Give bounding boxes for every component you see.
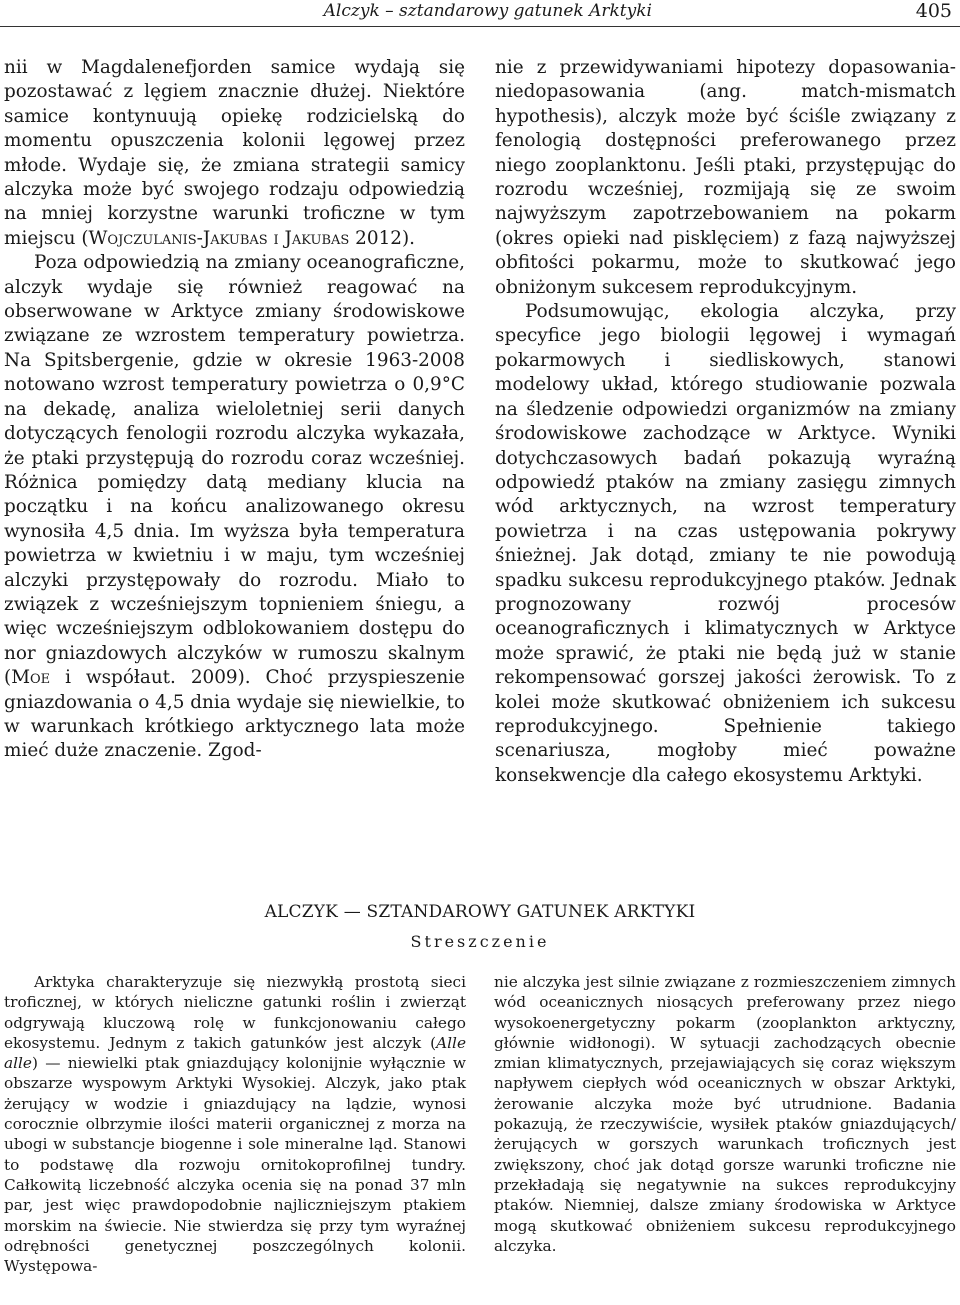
paragraph: Poza odpowiedzią na zmiany oceanograficzne, alczyk wydaje się również reagować na obserwowane w Arktyce zmiany środowiskowe związane ze wzrostem temperatury powietrza. Na Spitsbergenie, gdzie w okresie 1963-2008 notowano wzrost temperatury powietrza o 0,9°C na dekadę, analiza wieloletniej serii danych dotyczących fenologii rozrodu alczyka wykazała, że ptaki przystępują do rozrodu coraz wcześniej. Różnica pomiędzy datą mediany klucia na początku i na końcu analizowanego okresu wynosiła 4,5 dnia. Im wyższa była temperatura powietrza w kwietniu i w maju, tym wcześniej alczyki przystępowały do rozrodu. Miało to związek z wcześniejszym topnieniem śniegu, a więc wcześniejszym odblokowaniem dostępu do nor gniazdowych alczyków w rumoszu skalnym (Moe i współaut. 2009). Choć przyspieszenie gniazdowania o 4,5 dnia wydaje się niewielkie, to w warunkach krótkiego arktycznego lata może mieć duże znaczenie. Zgod- xyxy=(4,252,465,762)
summary-subtitle: Streszczenie xyxy=(410,932,550,951)
summary-paragraph: nie alczyka jest silnie związane z rozmieszczeniem zimnych wód oceanicznych niosących preferowany przez niego wysokoenergetyczny pokarm (zooplankton arktyczny, głównie widłonogi). W sytuacji zachodzących obecnie zmian klimatycznych, przejawiających się coraz większym napływem ciepłych wód oceanicznych w obszar Arktyki, żerowanie alczyka może być utrudnione. Badania pokazują, że rzeczywiście, wysiłek ptaków gniazdujących/żerujących w gorszych warunkach troficznych jest zwiększony, choć jak dotąd gorsze warunki troficzne nie przekładają się negatywnie na sukces reprodukcyjny ptaków. Niemniej, dalsze zmiany środowiska w Arktyce mogą skutkować obniżeniem sukcesu reprodukcyjnego alczyka. xyxy=(494,973,956,1255)
running-header xyxy=(0,0,960,22)
main-column-right xyxy=(495,56,956,788)
citation-authors: Moe xyxy=(11,667,51,689)
header-rule xyxy=(0,26,960,27)
summary-column-right xyxy=(494,972,956,1276)
paragraph: Podsumowując, ekologia alczyka, przy specyfice jego biologii lęgowej i wymagań pokarmowych i siedliskowych, stanowi modelowy układ, którego studiowanie pozwala na śledzenie odpowiedzi organizmów na zmiany środowiskowe zachodzące w Arktyce. Wyniki dotychczasowych badań pokazują wyraźną odpowiedź ptaków na zmiany zasięgu zimnych wód arktycznych, na wzrost temperatury powietrza i na czas ustępowania pokrywy śnieżnej. Jak dotąd, zmiany te nie powodują spadku sukcesu reprodukcyjnego ptaków. Jednak prognozowany rozwój procesów oceanograficznych i klimatycznych w Arktyce może sprawić, że ptaki nie będą już w stanie rekompensować gorszej jakości żerowisk. To z kolei może skutkować obniżeniem ich sukcesu reprodukcyjnego. Spełnienie takiego scenariusza, mogłoby mieć poważne konsekwencje dla całego ekosystemu Arktyki. xyxy=(495,301,956,786)
summary-paragraph: Arktyka charakteryzuje się niezwykłą prostotą sieci troficznej, w których nieliczne gatunki roślin i zwierząt odgrywają kluczową rolę w funkcjonowaniu całego ekosystemu. Jednym z takich gatunków jest alczyk (Alle alle) — niewielki ptak gniazdujący kolonijnie wyłącznie w obszarze wyspowym Arktyki Wysokiej. Alczyk, jako ptak żerujący w wodzie i gniazdujący na lądzie, wynosi corocznie olbrzymie ilości materii organicznej z morza na ubogi w substancje biogenne i sole mineralne ląd. Stanowi to podstawę dla rozwoju ornitokoprofilnej tundry. Całkowitą liczebność alczyka ocenia się na ponad 37 mln par, jest więc prawdopodobnie najliczniejszym ptakiem morskim na świecie. Nie stwierdza się przy tym wyraźnej odrębności genetycznej poszczególnych kolonii. Występowa- xyxy=(4,973,466,1276)
page-number: 405 xyxy=(915,0,952,22)
summary-title: ALCZYK — SZTANDAROWY GATUNEK ARKTYKI xyxy=(264,902,696,922)
citation-authors: Wojczulanis-Jakubas i Jakubas xyxy=(88,227,350,249)
running-title: Alczyk – sztandarowy gatunek Arktyki xyxy=(323,1,652,21)
summary-column-left xyxy=(4,972,466,1276)
paragraph: nie z przewidywaniami hipotezy dopasowania-niedopasowania (ang. match-mismatch hypothesis), alczyk może być ściśle związany z fenologią dostępności preferowanego przez niego zooplanktonu. Jeśli ptaki, przystępując do rozrodu wcześniej, rozmijają się ze swoim najwyższym zapotrzebowaniem na pokarm (okres opieki nad pisklęciem) z fazą najwyższej obfitości pokarmu, może to skutkować jego obniżonym sukcesem reprodukcyjnym. xyxy=(495,57,956,298)
summary-columns xyxy=(4,972,956,1276)
main-text-columns xyxy=(4,56,956,788)
species-name: Alle alle xyxy=(4,1033,466,1073)
paragraph: nii w Magdalenefjorden samice wydają się pozostawać z lęgiem znacznie dłużej. Niektóre samice kontynuują opiekę rodzicielską do momentu opuszczenia kolonii lęgowej przez młode. Wydaje się, że zmiana strategii samicy alczyka może być swojego rodzaju odpowiedzią na mniej korzystne warunki troficzne w tym miejscu (Wojczulanis-Jakubas i Jakubas 2012). xyxy=(4,57,465,249)
main-column-left xyxy=(4,56,465,788)
